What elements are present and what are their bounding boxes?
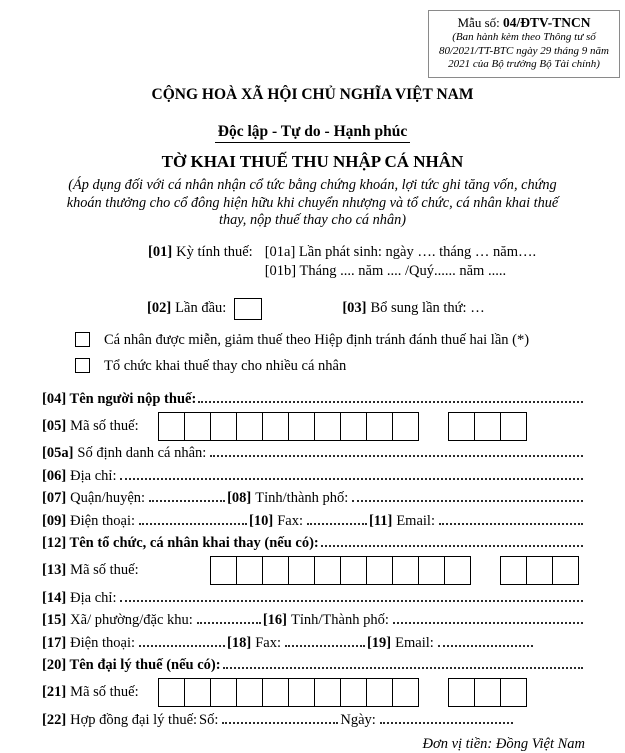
national-title: CỘNG HOÀ XÃ HỘI CHỦ NGHĨA VIỆT NAM bbox=[0, 86, 625, 104]
mst-cell[interactable] bbox=[262, 412, 289, 441]
form-scope-note: (Áp dụng đối với cá nhân nhận cổ tức bằng chứng khoán, lợi tức ghi tăng vốn, chứng khoán thưởng cho cổ đông hiện hữu khi chuyển nhượng và tổ chức, cá nhân khai thuế thay, nộp thuế thay cho cá nhân) bbox=[0, 177, 625, 230]
mst-cell[interactable] bbox=[526, 556, 553, 585]
mst-cell[interactable] bbox=[552, 556, 579, 585]
mst-cell[interactable] bbox=[366, 412, 393, 441]
tax-code-boxes-suffix bbox=[501, 556, 579, 585]
mst-cell[interactable] bbox=[500, 412, 527, 441]
mst-cell[interactable] bbox=[236, 412, 263, 441]
field-04-input-line[interactable] bbox=[198, 388, 583, 403]
field-02-label: [02] Lần đầu: bbox=[147, 300, 226, 317]
mst-cell[interactable] bbox=[392, 412, 419, 441]
field-13-number: [13] bbox=[42, 562, 66, 579]
mst-cell[interactable] bbox=[262, 678, 289, 707]
issuance-note-line3: 2021 của Bộ trưởng Bộ Tài chính) bbox=[432, 58, 616, 72]
field-14-input-line[interactable] bbox=[120, 587, 583, 602]
field-01-label: [01] Kỳ tính thuế: bbox=[148, 243, 253, 282]
field-row-15-16-ward-province: [15] Xã/ phường/đặc khu: [16] Tỉnh/Thành phố: bbox=[42, 609, 585, 632]
field-row-21-tax-code bbox=[42, 678, 585, 708]
mst-cell[interactable] bbox=[184, 412, 211, 441]
field-row-06-address: [06] Địa chỉ: bbox=[42, 465, 585, 488]
field-row-14-address: [14] Địa chỉ: bbox=[42, 587, 585, 610]
field-row-04-taxpayer-name bbox=[42, 388, 585, 411]
contract-date-input-line[interactable] bbox=[380, 709, 513, 724]
mst-cell[interactable] bbox=[474, 412, 501, 441]
tax-code-boxes-main bbox=[211, 556, 471, 585]
field-01a-occurrence[interactable]: [01a] Lần phát sinh: ngày …. tháng … năm…. bbox=[265, 243, 536, 263]
issuance-note-line1: (Ban hành kèm theo Thông tư số bbox=[432, 31, 616, 45]
mst-cell[interactable] bbox=[210, 678, 237, 707]
field-15-input-line[interactable] bbox=[197, 609, 261, 624]
tax-code-boxes-suffix bbox=[449, 412, 527, 441]
mst-cell[interactable] bbox=[500, 678, 527, 707]
field-row-17-18-19-contact: [17] Điện thoại: [18] Fax: [19] Email: bbox=[42, 632, 585, 655]
mst-cell[interactable] bbox=[314, 556, 341, 585]
mst-cell[interactable] bbox=[288, 678, 315, 707]
mst-cell[interactable] bbox=[158, 678, 185, 707]
field-row-05a-personal-id: [05a] Số định danh cá nhân: bbox=[42, 442, 585, 465]
field-05a-input-line[interactable] bbox=[210, 442, 583, 457]
field-21-number: [21] bbox=[42, 684, 66, 701]
mst-cell[interactable] bbox=[236, 556, 263, 585]
field-05-label: Mã số thuế: bbox=[70, 418, 138, 435]
field-21-label: Mã số thuế: bbox=[70, 684, 138, 701]
field-row-12-declaring-org-name bbox=[42, 532, 585, 555]
field-12-label: [12] Tên tổ chức, cá nhân khai thay (nếu có): bbox=[42, 533, 319, 555]
contract-number-input-line[interactable] bbox=[222, 709, 338, 724]
mst-cell[interactable] bbox=[366, 678, 393, 707]
field-12-input-line[interactable] bbox=[321, 532, 583, 547]
tax-code-boxes-suffix bbox=[449, 678, 527, 707]
mst-cell[interactable] bbox=[500, 556, 527, 585]
form-body bbox=[0, 243, 625, 753]
mst-cell[interactable] bbox=[448, 678, 475, 707]
field-05-number: [05] bbox=[42, 418, 66, 435]
mst-cell[interactable] bbox=[392, 556, 419, 585]
currency-unit-note: Đơn vị tiền: Đồng Việt Nam bbox=[42, 735, 585, 753]
field-row-22-agent-contract: [22] Hợp đồng đại lý thuế: Số: Ngày: bbox=[42, 709, 585, 732]
national-motto: Độc lập - Tự do - Hạnh phúc bbox=[215, 123, 410, 143]
field-16-input-line[interactable] bbox=[393, 609, 583, 624]
mst-cell[interactable] bbox=[288, 556, 315, 585]
issuance-note-line2: 80/2021/TT-BTC ngày 29 tháng 9 năm bbox=[432, 45, 616, 59]
mst-cell[interactable] bbox=[418, 556, 445, 585]
mst-cell[interactable] bbox=[340, 678, 367, 707]
mst-cell[interactable] bbox=[340, 412, 367, 441]
field-03-input-dots[interactable]: … bbox=[470, 300, 485, 316]
field-row-05-tax-code bbox=[42, 411, 585, 441]
mst-cell[interactable] bbox=[444, 556, 471, 585]
field-20-input-line[interactable] bbox=[223, 654, 583, 669]
mst-cell[interactable] bbox=[366, 556, 393, 585]
treaty-exemption-label: Cá nhân được miễn, giảm thuế theo Hiệp định tránh đánh thuế hai lần (*) bbox=[104, 331, 529, 349]
mst-cell[interactable] bbox=[184, 678, 211, 707]
tax-code-boxes-main bbox=[159, 412, 419, 441]
mst-cell[interactable] bbox=[392, 678, 419, 707]
field-03-label: [03] Bổ sung lần thứ: … bbox=[342, 300, 484, 317]
field-09-input-line[interactable] bbox=[139, 510, 247, 525]
field-row-01-tax-period bbox=[148, 243, 585, 282]
mst-cell[interactable] bbox=[288, 412, 315, 441]
org-declares-label: Tổ chức khai thuế thay cho nhiều cá nhân bbox=[104, 357, 346, 375]
field-10-input-line[interactable] bbox=[307, 510, 367, 525]
org-declares-row bbox=[75, 357, 585, 375]
field-08-input-line[interactable] bbox=[352, 487, 583, 502]
mst-cell[interactable] bbox=[340, 556, 367, 585]
field-04-label: [04] Tên người nộp thuế: bbox=[42, 389, 196, 411]
field-13-label: Mã số thuế: bbox=[70, 562, 138, 579]
mst-cell[interactable] bbox=[236, 678, 263, 707]
form-number-label: Mẫu số: bbox=[458, 15, 500, 30]
mst-cell[interactable] bbox=[474, 678, 501, 707]
form-number-line bbox=[432, 15, 616, 31]
field-row-20-tax-agent-name bbox=[42, 654, 585, 677]
treaty-exemption-checkbox[interactable] bbox=[75, 332, 90, 347]
first-time-checkbox[interactable] bbox=[234, 298, 262, 320]
field-row-07-08-district-province: [07] Quận/huyện: [08] Tỉnh/thành phố: bbox=[42, 487, 585, 510]
field-row-02-03 bbox=[147, 297, 585, 321]
mst-cell[interactable] bbox=[314, 678, 341, 707]
mst-cell[interactable] bbox=[210, 556, 237, 585]
mst-cell[interactable] bbox=[158, 412, 185, 441]
field-07-input-line[interactable] bbox=[149, 487, 225, 502]
field-20-label: [20] Tên đại lý thuế (nếu có): bbox=[42, 655, 221, 677]
field-06-input-line[interactable] bbox=[120, 465, 583, 480]
field-row-09-10-11-contact: [09] Điện thoại: [10] Fax: [11] Email: bbox=[42, 510, 585, 533]
mst-cell[interactable] bbox=[448, 412, 475, 441]
contract-date-label: Ngày: bbox=[340, 710, 375, 732]
mst-cell[interactable] bbox=[314, 412, 341, 441]
mst-cell[interactable] bbox=[210, 412, 237, 441]
field-row-13-tax-code bbox=[42, 556, 585, 586]
mst-cell[interactable] bbox=[262, 556, 289, 585]
field-11-input-line[interactable] bbox=[439, 510, 583, 525]
field-17-input-line[interactable] bbox=[139, 632, 225, 647]
org-declares-checkbox[interactable] bbox=[75, 358, 90, 373]
form-number-code: 04/ĐTV-TNCN bbox=[503, 15, 591, 30]
form-title: TỜ KHAI THUẾ THU NHẬP CÁ NHÂN bbox=[0, 151, 625, 172]
field-18-input-line[interactable] bbox=[285, 632, 365, 647]
treaty-exemption-row bbox=[75, 331, 585, 349]
contract-number-label: Số: bbox=[199, 710, 218, 732]
field-19-input-line[interactable] bbox=[438, 632, 533, 647]
tax-code-boxes-main bbox=[159, 678, 419, 707]
field-01b-month-quarter[interactable]: [01b] Tháng .... năm .... /Quý...... năm ..... bbox=[265, 262, 536, 282]
form-number-box bbox=[428, 10, 620, 78]
